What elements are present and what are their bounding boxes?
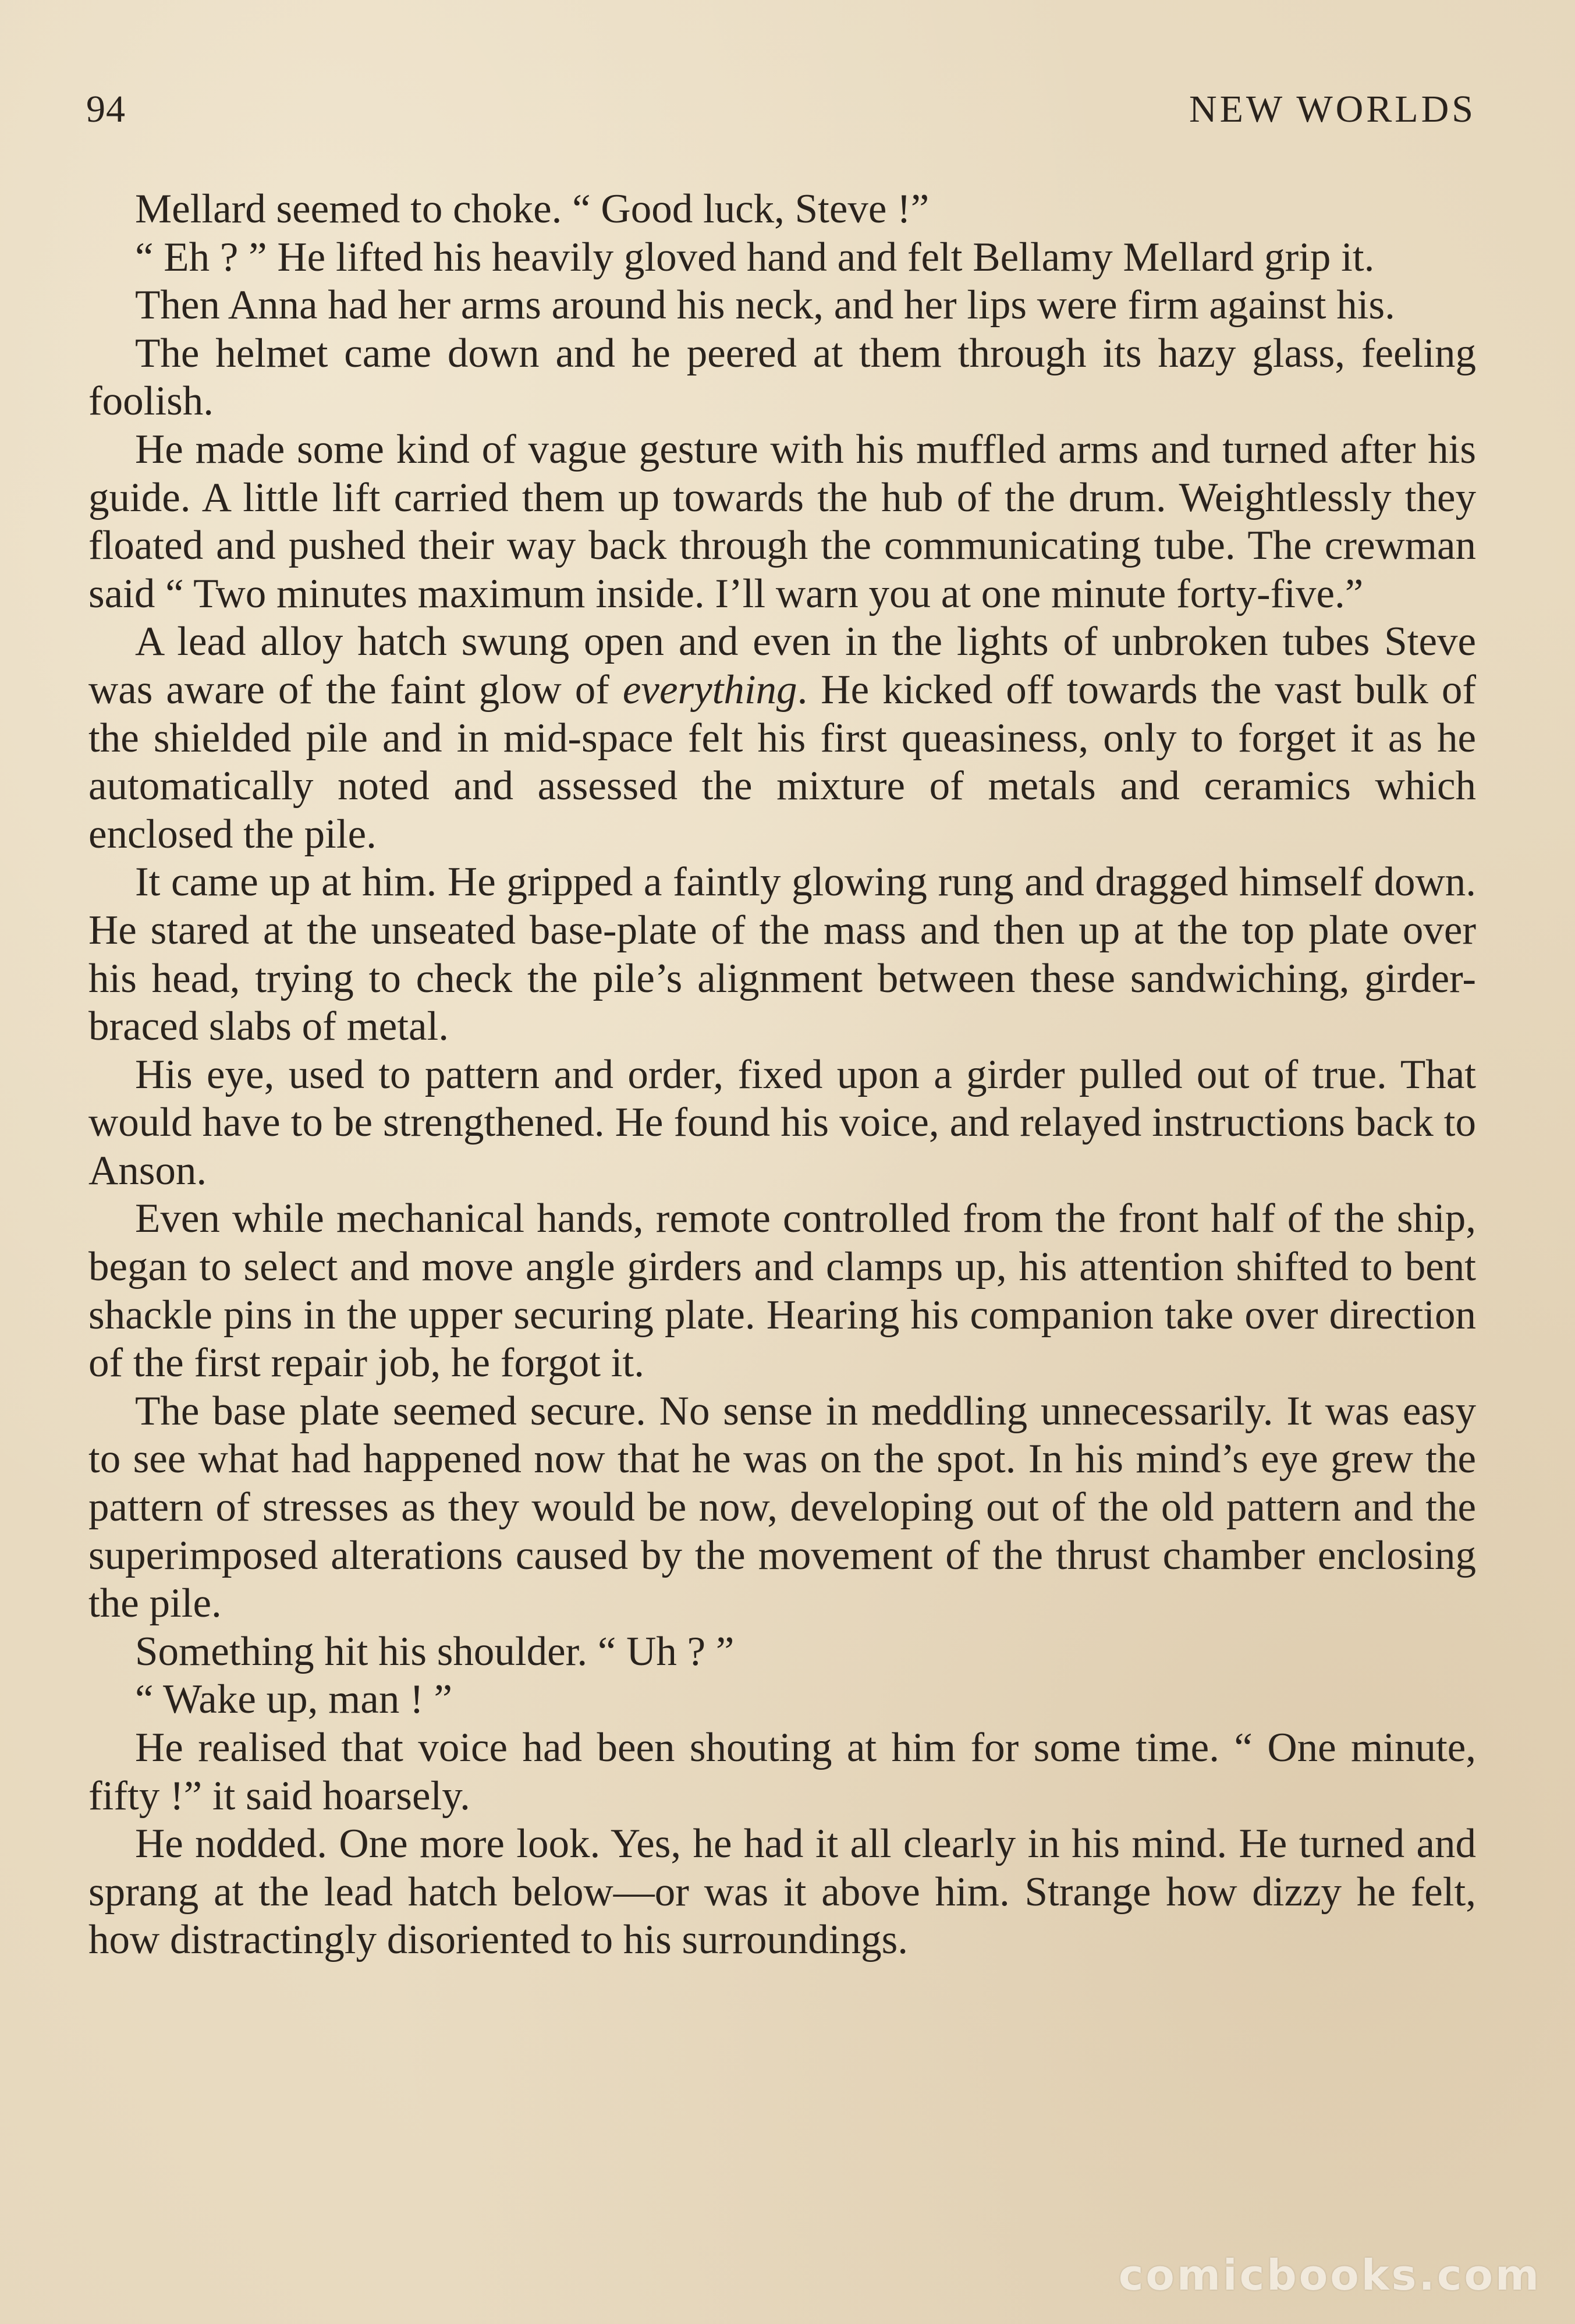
paragraph: “ Eh ? ” He lifted his heavily gloved hand and felt Bellamy Mellard grip it. [135, 234, 1375, 280]
paragraph: He nodded. One more look. Yes, he had it all clearly in his mind. He turned and sprang at the lead hatch below—or was it above him. Strange how dizzy he felt, how distractingly disoriented to his surroundings. [88, 1821, 1476, 1963]
page-number: 94 [86, 88, 126, 130]
paragraph: “ Wake up, man ! ” [135, 1677, 452, 1723]
paragraph: It came up at him. He gripped a faintly glowing rung and dragged himself down. He stared at the unseated base-plate of the mass and then up at the top plate over his head, trying to check the pile’s alignment between these sandwiching, girder-braced slabs of metal. [88, 859, 1476, 1050]
running-title: NEW WORLDS [1189, 88, 1476, 130]
paragraph: Something hit his shoulder. “ Uh ? ” [135, 1628, 735, 1674]
paragraph: He realised that voice had been shouting at him for some time. “ One minute, fifty !” it said hoarsely. [88, 1725, 1476, 1819]
body-text [88, 185, 1476, 1964]
paragraph: The base plate seemed secure. No sense in meddling unnecessarily. It was easy to see what had happened now that he was on the spot. In his mind’s eye grew the pattern of stresses as they would be now, developing out of the old pattern and the superimposed alterations caused by the movement of the thrust chamber enclosing the pile. [88, 1388, 1476, 1627]
paragraph [88, 618, 1476, 858]
paragraph: Mellard seemed to choke. “ Good luck, Steve !” [135, 186, 930, 232]
watermark: comicbooks.com [1118, 2251, 1541, 2300]
paragraph: Then Anna had her arms around his neck, and her lips were firm against his. [135, 282, 1395, 328]
paragraph: His eye, used to pattern and order, fixed upon a girder pulled out of true. That would have to be strengthened. He found his voice, and relayed instructions back to Anson. [88, 1051, 1476, 1193]
paragraph: Even while mechanical hands, remote controlled from the front half of the ship, began to select and move angle girders and clamps up, his attention shifted to bent shackle pins in the upper securing plate. Hearing his companion take over direction of the first repair job, he forgot it. [88, 1196, 1476, 1386]
paragraph-text: . He kicked off towards the vast bulk of the shielded pile and in mid-space felt his first queasiness, only to forget it as he automatically noted and assessed the mixture of metals and ceramics which enclosed the pile. [88, 667, 1477, 857]
emphasized-word: everything [622, 667, 797, 713]
paragraph: He made some kind of vague gesture with his muffled arms and turned after his guide. A little lift carried them up towards the hub of the drum. Weightlessly they floated and pushed their way back through the communicating tube. The crewman said “ Two minutes maximum inside. I’ll warn you at one minute forty-five.” [88, 426, 1476, 617]
paragraph-text: A lead alloy hatch swung open and even in the lights of unbroken tubes Steve was aware of the faint glow of [88, 619, 1476, 713]
running-head [86, 87, 1476, 151]
paragraph: The helmet came down and he peered at them through its hazy glass, feeling foolish. [88, 330, 1476, 424]
